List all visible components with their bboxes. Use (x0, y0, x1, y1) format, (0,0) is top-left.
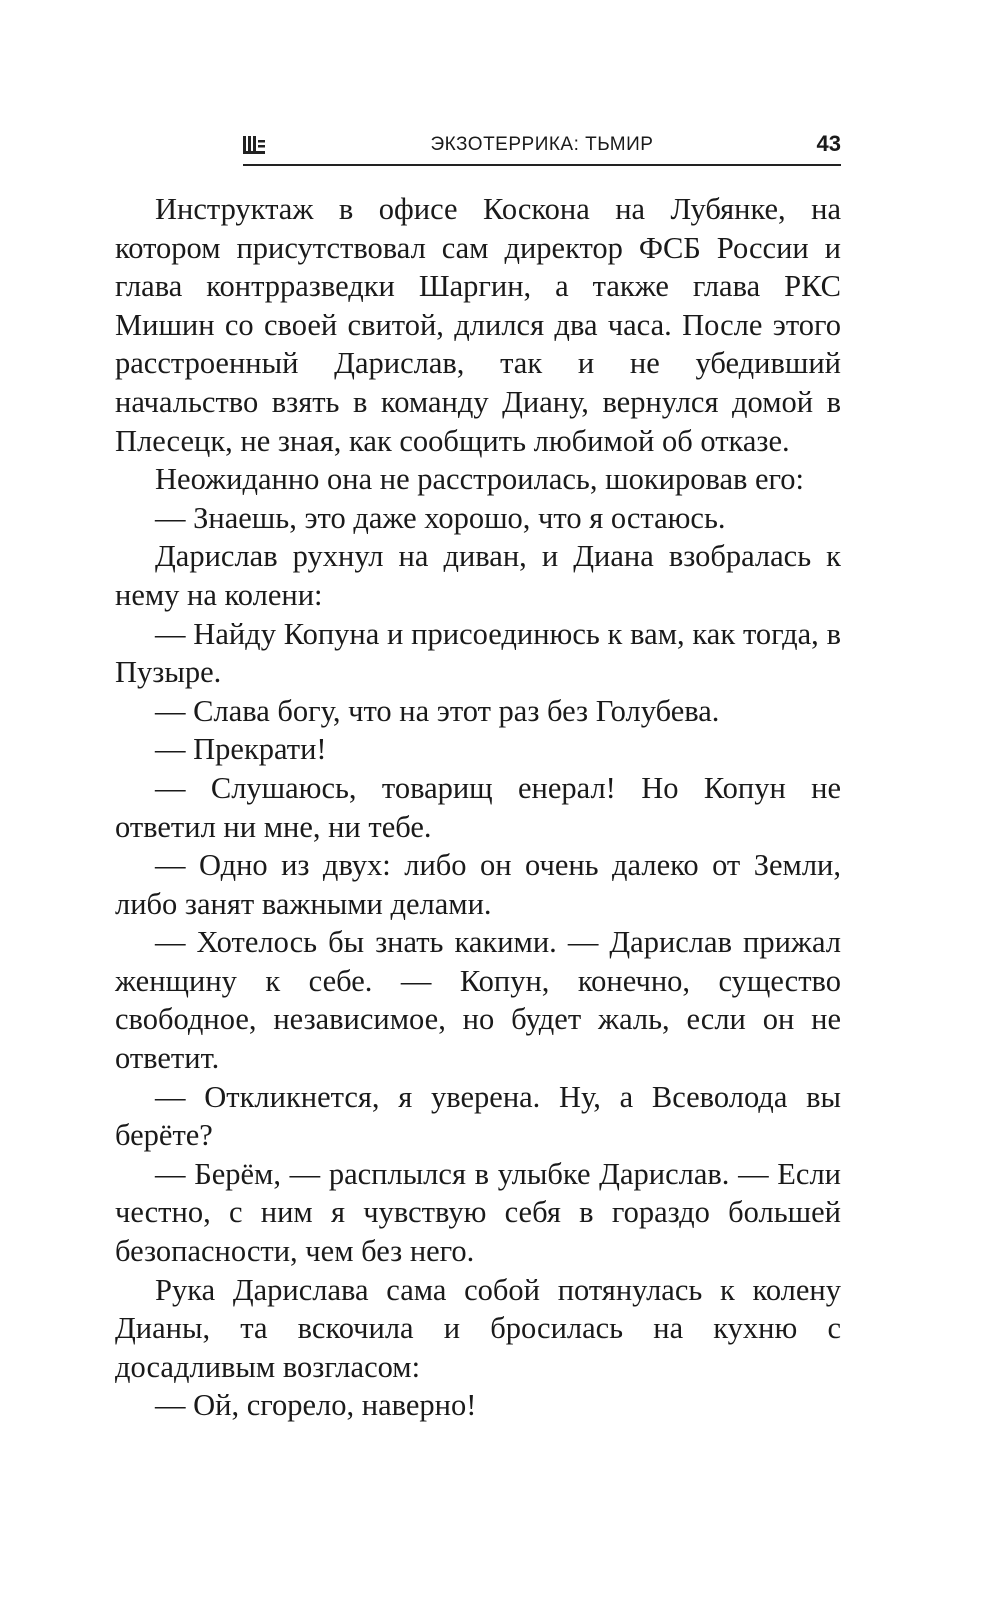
paragraph: Рука Дарислава сама собой потянулась к колену Дианы, та вскочила и бросилась на кухню с досадливым возгласом: (115, 1272, 841, 1384)
paragraph: — Откликнется, я уверена. Ну, а Всеволода вы берёте? (115, 1079, 841, 1153)
running-header (243, 130, 841, 166)
paragraph: — Знаешь, это даже хорошо, что я остаюсь. (155, 500, 726, 535)
paragraph: — Найду Копуна и присоединюсь к вам, как тогда, в Пузыре. (115, 616, 841, 690)
paragraph: — Слушаюсь, товарищ енерал! Но Копун не ответил ни мне, ни тебе. (115, 770, 841, 844)
paragraph: — Ой, сгорело, наверно! (155, 1388, 477, 1423)
paragraph: Дарислав рухнул на диван, и Диана взобралась к нему на колени: (115, 539, 841, 612)
paragraph: — Берём, — расплылся в улыбке Дарислав. — Если честно, с ним я чувствую себя в гораздо большей безопасности, чем без него. (115, 1156, 841, 1269)
paragraph: — Прекрати! (155, 732, 327, 767)
paragraph: — Хотелось бы знать какими. — Дарислав прижал женщину к себе. — Копун, конечно, существо свободное, независимое, но будет жаль, если он не ответит. (115, 925, 841, 1076)
paragraph: — Одно из двух: либо он очень далеко от Земли, либо занят важными делами. (115, 848, 841, 921)
paragraph: Неожиданно она не расстроилась, шокировав его: (155, 462, 805, 497)
paragraph: Инструктаж в офисе Коскона на Лубянке, на котором присутствовал сам директор ФСБ России и глава контрразведки Шаргин, а также глава РКС Мишин со своей свитой, длился два часа. После этого расстроенный Дарислав, так и не убедивший начальство взять в команду Диану, вернулся домой в Плесецк, не зная, как сообщить любимой об отказе. (115, 192, 841, 458)
running-title: ЭКЗОТЕРРИКА: ТЬМИР (430, 134, 654, 155)
page-number: 43 (816, 131, 841, 156)
body-text (115, 190, 841, 1425)
paragraph: — Слава богу, что на этот раз без Голубева. (155, 693, 720, 728)
